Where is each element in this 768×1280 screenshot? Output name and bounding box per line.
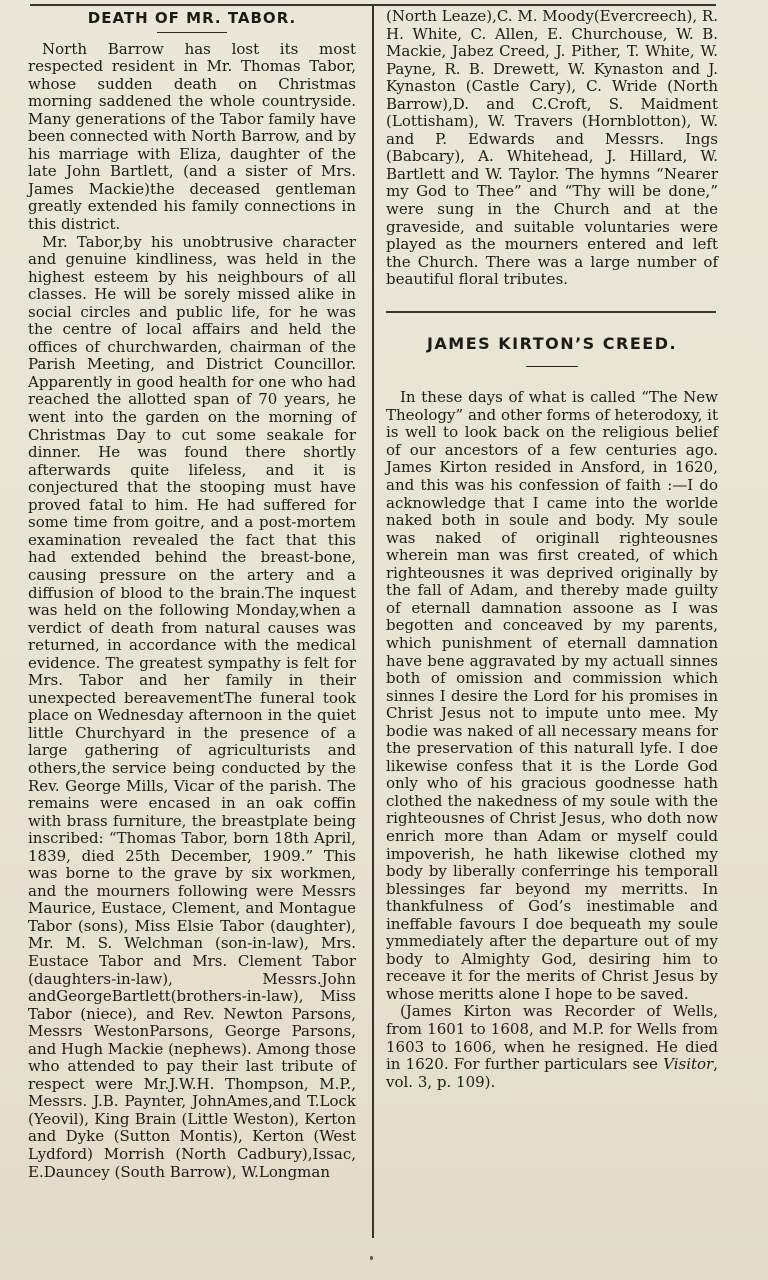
heading-rule (157, 32, 227, 33)
tabor-paragraph-2: Mr. Tabor,by his unobtrusive character and genuine kindliness, was held in the highest esteem by his neighbours of all classes. He will be sorely missed alike in social circles and public life, for he was the centre of local affairs and held the offices of churchwarden, chairman of the Parish Meeting, and District Councillor. Apparently in good health for one who had reached the allotted span of 70 years, he went into the garden on the morning of Christmas Day to cut some seakale for dinner. He was found there shortly afterwards quite lifeless, and it is conjectured that the stooping must have proved fatal to him. He had suffered for some time from goitre, and a post-mortem examination revealed the fact that this had extended behind the breast-bone, causing pressure on the artery and a diffusion of blood to the brain.The inquest was held on the following Monday,when a verdict of death from natural causes was returned, in accordance with the medical evidence. The greatest sympathy is felt for Mrs. Tabor and her family in their unexpected bereavementThe funeral took place on Wednesday afternoon in the quiet little Churchyard in the presence of a large gathering of agriculturists and others,the service being conducted by the Rev. George Mills, Vicar of the parish. The remains were encased in an oak coffin with brass furniture, the breastplate being inscribed: “Thomas Tabor, born 18th April, 1839, died 25th December, 1909.” This was borne to the grave by six workmen, and the mourners following were Messrs Maurice, Eustace, Clement, and Montague Tabor (sons), Miss Elsie Tabor (daughter), Mr. M. S. Welchman (son-in-law), Mrs. Eustace Tabor and Mrs. Clement Tabor (daughters-in-law), Messrs.John andGeorgeBartlett(brothers-in-law), Miss Tabor (niece), and Rev. Newton Parsons, Messrs WestonParsons, George Parsons, and Hugh Mackie (nephews). Among those who attended to pay their last tribute of respect were Mr.J.W.H. Thompson, M.P., Messrs. J.B. Paynter, JohnAmes,and T.Lock (Yeovil), King Brain (Little Weston), Kerton and Dyke (Sutton Montis), Kerton (West Lydford) Morrish (North Cadbury),Issac, E.Dauncey (South Barrow), W.Longman (28, 232, 356, 1181)
tabor-continuation: (North Leaze),C. M. Moody(Evercreech), R. H. White, C. Allen, E. Churchouse, W. B. Mackie, Jabez Creed, J. Pither, T. White, W. Payne, R. B. Drewett, W. Kynaston and J. Kynaston (Castle Cary), C. Wride (North Barrow),D. and C.Croft, S. Maidment (Lottisham), W. Travers (Hornblotton), W. and P. Edwards and Messrs. Ings (Babcary), A. Whitehead, J. Hillard, W. Bartlett and W. Taylor. The hymns “Nearer my God to Thee” and “Thy will be done,” were sung in the Church and at the graveside, and suitable voluntaries were played as the mourners entered and left the Church. There was a large number of beautiful floral tributes. (386, 7, 718, 289)
kirton-note (386, 1003, 718, 1091)
kirton-paragraph-1: In these days of what is called “The New Theology” and other forms of heterodoxy, it is well to look back on the religious belief of our ancestors of a few centuries ago. James Kirton resided in Ansford, in 1620, and this was his confession of faith :—I do acknowledge that I came into the worlde naked both in soule and body. My soule was naked of originall righteousnes wherein man was first created, of which righteousnes it was deprived originally by the fall of Adam, and thereby made guilty of eternall damnation assoone as I was begotten and conceaved by my parents, which punishment of eternall damnation have bene aggravated by my actuall sinnes both of omission and commission which sinnes I desire the Lord for his promises in Christ Jesus not to impute unto mee. My bodie was naked of all necessary means for the preservation of this naturall lyfe. I doe likewise confess that it is the Lorde God only who of his gracious goodnesse hath clothed the nakedness of my soule with the righteousnes of Christ Jesus, who doth now enrich more than Adam or myself could impoverish, he hath likewise clothed my body by liberally conferringe his temporall blessinges far beyond my merritts. In thankfulness of God’s inestimable and ineffable favours I doe bequeath my soule ymmediately after the departure out of my body to Almighty God, desiring him to receave it for the merits of Christ Jesus by whose meritts alone I hope to be saved. (386, 388, 718, 1003)
ink-fleck (370, 1256, 373, 1260)
tabor-paragraph-1: North Barrow has lost its most respected resident in Mr. Thomas Tabor, whose sudden death on Christmas morning saddened the whole countryside. Many generations of the Tabor family have been connected with North Barrow, and by his marriage with Eliza, daughter of the late John Bartlett, (and a sister of Mrs. James Mackie)the deceased gentleman greatly extended his family connections in this district. (28, 39, 356, 234)
article-heading-kirton: JAMES KIRTON’S CREED. (426, 333, 678, 353)
article-heading-tabor: DEATH OF MR. TABOR. (87, 9, 297, 27)
kirton-note-reference-title: Visitor (663, 1055, 714, 1074)
kirton-note-text: (James Kirton was Recorder of Wells, from 1601 to 1608, and M.P. for Wells from 1603 to 1606, when he resigned. He died in 1620. For further particulars see (386, 1002, 718, 1074)
left-column (28, 8, 356, 1181)
kirton-note-reference-rest: , vol. 3, p. 109). (386, 1055, 718, 1091)
column-divider (372, 6, 374, 1238)
section-rule (386, 311, 716, 313)
right-column (386, 8, 718, 1091)
heading-rule (526, 366, 578, 367)
